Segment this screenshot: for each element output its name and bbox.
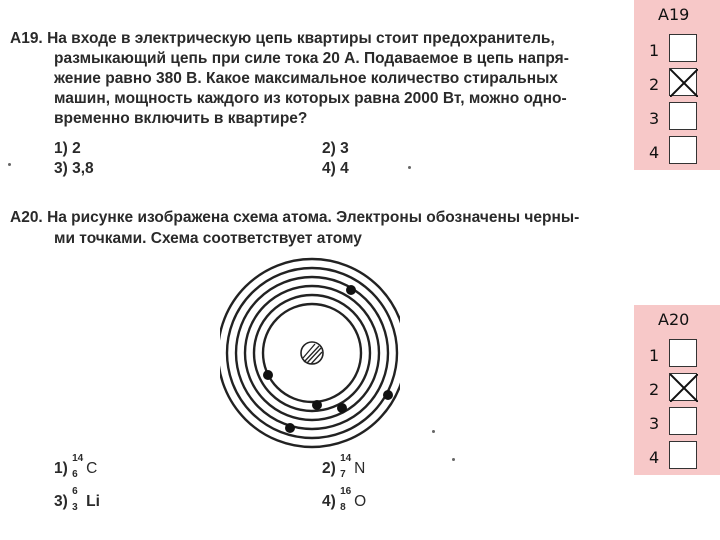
mass-number: 6 xyxy=(72,486,78,497)
answer-checkbox-1[interactable] xyxy=(669,339,697,367)
choice-label: 2 xyxy=(649,380,660,399)
question-text: На входе в электрическую цепь квартиры стоит предохранитель, xyxy=(47,30,555,47)
mass-number: 14 xyxy=(72,453,84,464)
element-symbol: C xyxy=(86,460,98,477)
atomic-number: 3 xyxy=(72,502,78,513)
option-2: 2) 3 xyxy=(322,140,349,157)
answer-checkbox-2[interactable] xyxy=(669,373,697,401)
element-symbol: N xyxy=(354,460,366,477)
answer-panel-title: A20 xyxy=(658,310,690,329)
electron xyxy=(337,403,347,413)
choice-label: 1 xyxy=(649,346,660,365)
isotope-notation xyxy=(340,486,354,513)
question-a19-line-2: размыкающий цепь при силе тока 20 А. Подаваемое в цепь напря- xyxy=(54,50,569,67)
option-4: 4) 4 xyxy=(322,160,349,177)
isotope-notation xyxy=(340,453,354,480)
answer-checkbox-3[interactable] xyxy=(669,102,697,130)
choice-label: 2 xyxy=(649,75,660,94)
choice-label: 4 xyxy=(649,143,660,162)
atom-diagram xyxy=(220,250,400,450)
electron xyxy=(263,370,273,380)
atomic-number: 6 xyxy=(72,469,78,480)
option-number: 4) xyxy=(322,493,336,510)
choice-label: 4 xyxy=(649,448,660,467)
option-number: 1) xyxy=(54,460,68,477)
element-symbol: O xyxy=(354,493,367,510)
question-a19-line-4: машин, мощность каждого из которых равна 2000 Вт, можно одно- xyxy=(54,90,567,107)
speck xyxy=(408,166,411,169)
option-3: 3) 3,8 xyxy=(54,160,94,177)
option-4 xyxy=(322,486,367,513)
isotope-notation xyxy=(72,486,86,513)
option-3 xyxy=(54,486,100,513)
electron xyxy=(346,285,356,295)
answer-checkbox-3[interactable] xyxy=(669,407,697,435)
option-1: 1) 2 xyxy=(54,140,81,157)
option-1 xyxy=(54,453,98,480)
nucleus xyxy=(301,342,323,364)
choice-label: 3 xyxy=(649,109,660,128)
atomic-number: 8 xyxy=(340,502,346,513)
electron xyxy=(312,400,322,410)
speck xyxy=(452,458,455,461)
question-a20-line-1 xyxy=(10,208,579,229)
answer-checkbox-4[interactable] xyxy=(669,136,697,164)
question-a20-line-2: ми точками. Схема соответствует атому xyxy=(54,230,362,247)
question-number: A19. xyxy=(10,30,43,47)
option-number: 2) xyxy=(322,460,336,477)
atomic-number: 7 xyxy=(340,469,346,480)
option-2 xyxy=(322,453,366,480)
question-text: На рисунке изображена схема атома. Электроны обозначены черны- xyxy=(47,209,580,226)
answer-checkbox-1[interactable] xyxy=(669,34,697,62)
mass-number: 16 xyxy=(340,486,352,497)
question-a19-line-5: временно включить в квартире? xyxy=(54,110,308,127)
mass-number: 14 xyxy=(340,453,352,464)
question-a19-line-1 xyxy=(10,29,555,50)
choice-label: 1 xyxy=(649,41,660,60)
choice-label: 3 xyxy=(649,414,660,433)
element-symbol: Li xyxy=(86,493,100,510)
answer-checkbox-2[interactable] xyxy=(669,68,697,96)
isotope-notation xyxy=(72,453,86,480)
electron xyxy=(285,423,295,433)
question-a19-line-3: жение равно 380 В. Какое максимальное количество стиральных xyxy=(54,70,558,87)
speck xyxy=(432,430,435,433)
question-number: A20. xyxy=(10,209,43,226)
option-number: 3) xyxy=(54,493,68,510)
cross-mark-icon xyxy=(670,374,698,402)
cross-mark-icon xyxy=(670,69,698,97)
answer-panel-a20 xyxy=(634,305,720,475)
speck xyxy=(8,163,11,166)
answer-panel-title: A19 xyxy=(658,5,690,24)
answer-checkbox-4[interactable] xyxy=(669,441,697,469)
electron xyxy=(383,390,393,400)
answer-panel-a19 xyxy=(634,0,720,170)
